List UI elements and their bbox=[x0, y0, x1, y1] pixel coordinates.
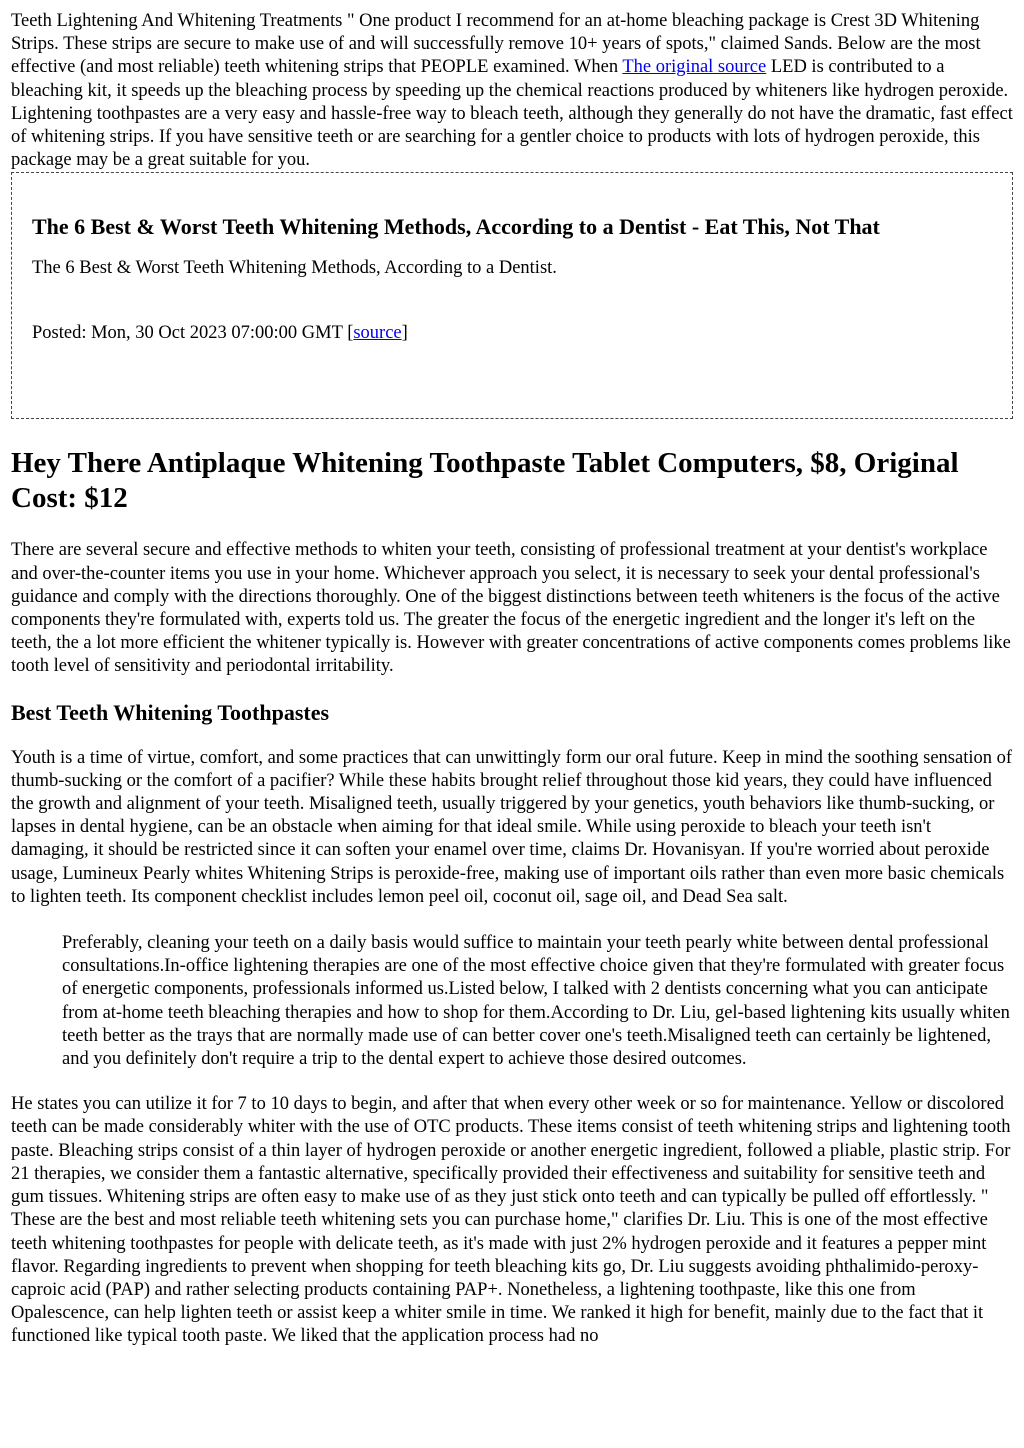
main-heading: Hey There Antiplaque Whitening Toothpaste Tablet Computers, $8, Original Cost: $12 bbox=[11, 447, 959, 515]
news-title: The 6 Best & Worst Teeth Whitening Methods, According to a Dentist - Eat This, Not That bbox=[32, 214, 880, 240]
section-heading: Best Teeth Whitening Toothpastes bbox=[11, 699, 330, 725]
news-posted-date: Posted: Mon, 30 Oct 2023 07:00:00 GMT [ bbox=[32, 322, 354, 343]
news-summary: The 6 Best & Worst Teeth Whitening Methods, According to a Dentist. bbox=[32, 258, 557, 279]
body-paragraph-2: Youth is a time of virtue, comfort, and some practices that can unwittingly form our oral future. Keep in mind the soothing sensation of thumb-sucking or the comfort of a pacifier? While these habits brought relief throughout those kid years, they could have influenced the growth and alignment of your teeth. Misaligned teeth, usually triggered by your genetics, youth behaviors like thumb-sucking, or lapses in dental hygiene, can be an obstacle when aiming for that ideal smile. While using peroxide to bleach your teeth isn't damaging, it should be restricted since it can soften your enamel over time, claims Dr. Hovanisyan. If you're worried about peroxide usage, Lumineux Pearly whites Whitening Strips is peroxide-free, making use of important oils rather than even more basic chemicals to lighten teeth. Its component checklist includes lemon peel oil, coconut oil, sage oil, and Dead Sea salt. bbox=[11, 747, 1013, 907]
quote-block: Preferably, cleaning your teeth on a daily basis would suffice to maintain your teeth pearly white between dental professional consultations.In-office lightening therapies are one of the most effective choice given that they're formulated with greater focus of energetic components, professionals informed us.Listed below, I talked with 2 dentists concerning what you can anticipate from at-home teeth bleaching therapies and how to shop for them.According to Dr. Liu, gel-based lightening kits usually whiten teeth better as the trays that are normally made use of can better cover one's teeth.Misaligned teeth can certainly be lightened, and you definitely don't require a trip to the dental expert to achieve those desired outcomes. bbox=[62, 933, 1010, 1070]
news-posted-line bbox=[32, 322, 992, 345]
news-card bbox=[11, 172, 1013, 419]
body-paragraph-3: He states you can utilize it for 7 to 10 days to begin, and after that when every other week or so for maintenance. Yellow or discolored teeth can be made considerably whiter with the use of OTC products. These items consist of teeth whitening strips and lightening tooth paste. Bleaching strips consist of a thin layer of hydrogen peroxide or another energetic ingredient, followed a pliable, plastic strip. For 21 therapies, we consider them a fantastic alternative, specifically provided their effectiveness and suitability for sensitive teeth and gum tissues. Whitening strips are often easy to make use of as they just stick onto teeth and can typically be pulled off effortlessly. " These are the best and most reliable teeth whitening sets you can purchase home," clarifies Dr. Liu. This is one of the most effective teeth whitening toothpastes for people with delicate teeth, as it's made with just 2% hydrogen peroxide and it features a pepper mint flavor. Regarding ingredients to prevent when shopping for teeth bleaching kits go, Dr. Liu suggests avoiding phthalimido-peroxy-caproic acid (PAP) and rather selecting products containing PAP+. Nonetheless, a lightening toothpaste, like this one from Opalescence, can help lighten teeth or assist keep a whiter smile in time. We ranked it high for benefit, mainly due to the fact that it functioned like typical tooth paste. We liked that the application process had no bbox=[11, 1094, 1011, 1347]
news-source-link[interactable]: source bbox=[353, 322, 402, 343]
news-posted-close: ] bbox=[401, 322, 408, 343]
intro-paragraph bbox=[11, 10, 1013, 172]
original-source-link[interactable]: The original source bbox=[622, 57, 767, 78]
body-paragraph-1: There are several secure and effective methods to whiten your teeth, consisting of professional treatment at your dentist's workplace and over-the-counter items you use in your home. Whichever approach you select, it is necessary to seek your dental professional's guidance and comply with the directions thoroughly. One of the biggest distinctions between teeth whiteners is the focus of the active components they're formulated with, experts told us. The greater the focus of the energetic ingredient and the longer it's left on the teeth, the a lot more efficient the whitener typically is. However with greater concentrations of active components comes problems like tooth level of sensitivity and periodontal irritability. bbox=[11, 540, 1011, 677]
intro-text-end: LED is contributed to a bleaching kit, it speeds up the bleaching process by speeding up the chemical reactions produced by whiteners like hydrogen peroxide. Lightening toothpastes are a very easy and hassle-free way to bleach teeth, although they generally do not have the dramatic, fast effect of whitening strips. If you have sensitive teeth or are searching for a gentler choice to products with lots of hydrogen peroxide, this package may be a great suitable for you. bbox=[11, 57, 1013, 171]
intro-text-start: Teeth Lightening And Whitening Treatments " One product I recommend for an at-home bleaching package is Crest 3D Whitening Strips. These strips are secure to make use of and will successfully remove 10+ years of spots," claimed Sands. Below are the most effective (and most reliable) teeth whitening strips that PEOPLE examined. When bbox=[11, 11, 981, 78]
